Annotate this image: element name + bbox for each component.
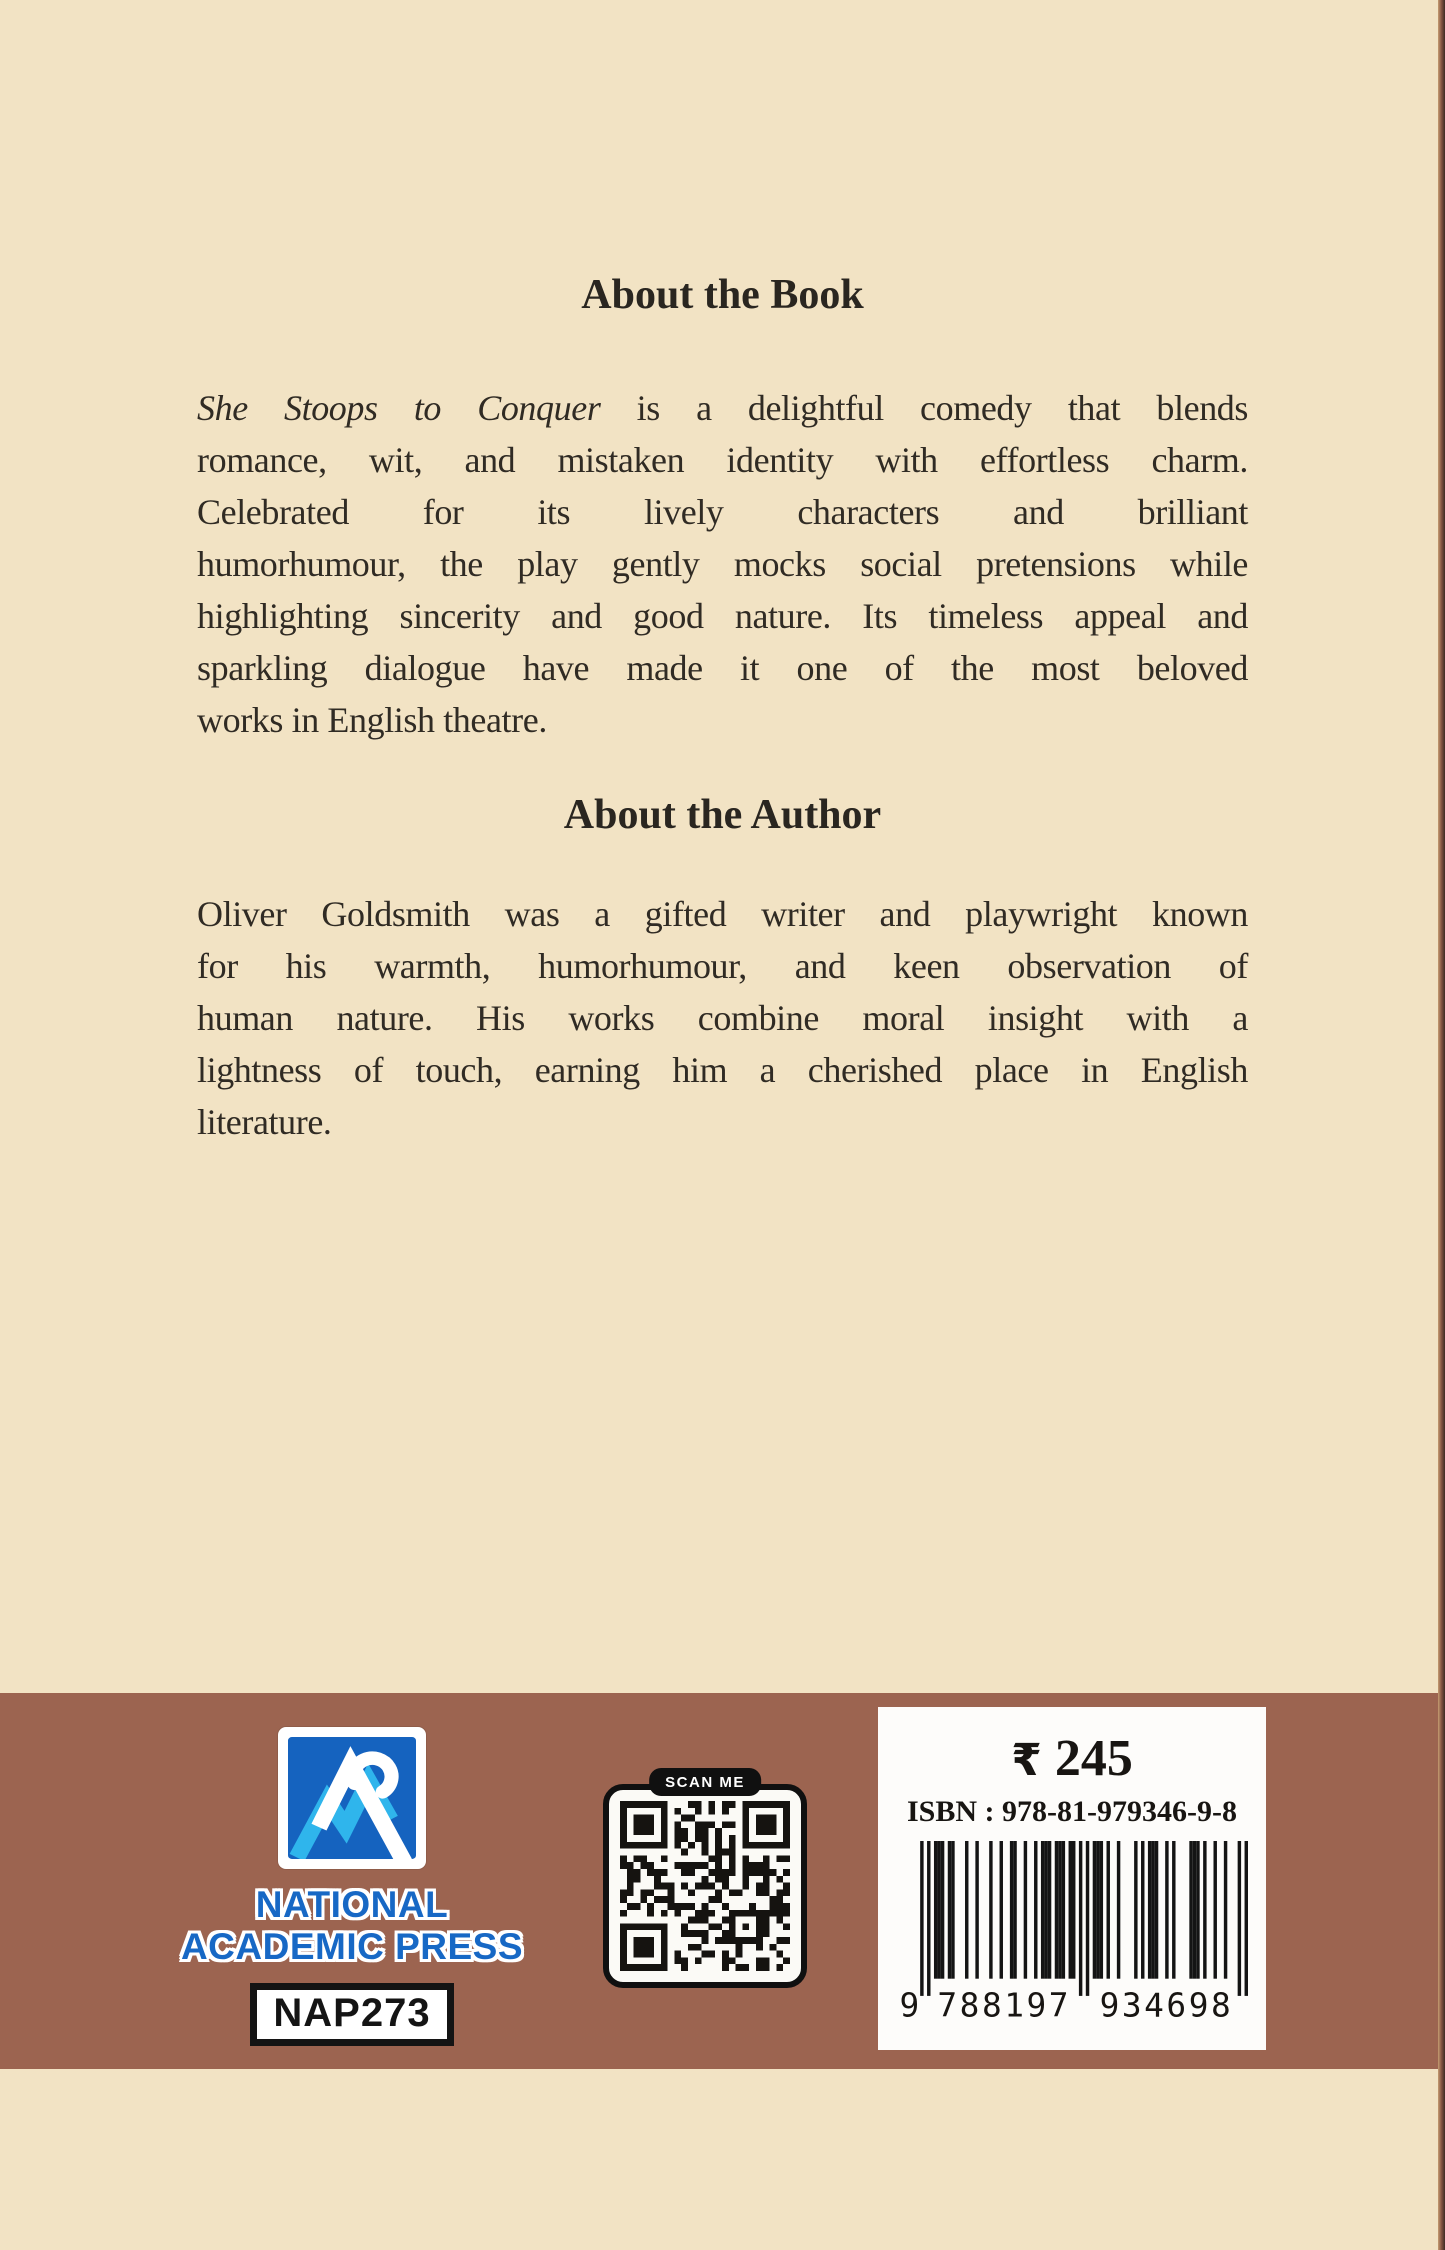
publisher-name-line2: ACADEMIC PRESS xyxy=(180,1926,524,1967)
barcode-digit-group: 788197 xyxy=(937,1986,1069,2020)
nap-logo-icon xyxy=(288,1737,416,1859)
text-line: for his warmth, humorhumour, and keen observation of xyxy=(197,946,1248,986)
book-right-edge xyxy=(1438,0,1445,2250)
barcode xyxy=(896,1841,1248,2020)
qr-pattern xyxy=(620,1801,790,1971)
publisher-code-badge: NAP273 xyxy=(250,1983,453,2046)
text-line: human nature. His works combine moral insight with a xyxy=(197,998,1248,1038)
text-line: highlighting sincerity and good nature. Its timeless appeal and xyxy=(197,596,1248,636)
about-book-paragraph xyxy=(197,382,1248,746)
text-line: Oliver Goldsmith was a gifted writer and playwright known xyxy=(197,894,1248,934)
book-title-italic: She Stoops to Conquer xyxy=(197,388,601,428)
text-line: humorhumour, the play gently mocks social pretensions while xyxy=(197,544,1248,584)
text-line xyxy=(197,382,1248,434)
isbn-text: ISBN : 978-81-979346-9-8 xyxy=(907,1795,1237,1828)
rupee-symbol: ₹ xyxy=(1011,1735,1042,1786)
price-text xyxy=(878,1731,1266,1789)
about-author-paragraph xyxy=(197,888,1248,1148)
barcode-digit-group: 934698 xyxy=(1099,1986,1231,2020)
text-line: works in English theatre. xyxy=(197,700,547,740)
publisher-name-line1: NATIONAL xyxy=(255,1884,449,1925)
about-book-heading: About the Book xyxy=(581,272,864,318)
qr-code xyxy=(603,1784,807,1988)
publisher-block xyxy=(172,1727,532,2046)
text-line: literature. xyxy=(197,1102,332,1142)
text-line: Celebrated for its lively characters and brilliant xyxy=(197,492,1248,532)
price-barcode-label xyxy=(878,1707,1266,2050)
cover-text-content xyxy=(197,0,1248,1148)
text-line: sparkling dialogue have made it one of the most beloved xyxy=(197,648,1248,688)
scan-me-label: SCAN ME xyxy=(649,1768,761,1796)
about-author-heading: About the Author xyxy=(563,792,882,838)
qr-block xyxy=(601,1768,809,1988)
publisher-logo-box xyxy=(278,1727,426,1869)
barcode-digit-group: 9 xyxy=(899,1986,920,2020)
price-value: 245 xyxy=(1054,1730,1133,1787)
text-line-rest: is a delightful comedy that blends xyxy=(600,388,1249,428)
text-line: lightness of touch, earning him a cherished place in English xyxy=(197,1050,1248,1090)
text-line: romance, wit, and mistaken identity with effortless charm. xyxy=(197,440,1248,480)
publisher-band xyxy=(0,1693,1445,2069)
